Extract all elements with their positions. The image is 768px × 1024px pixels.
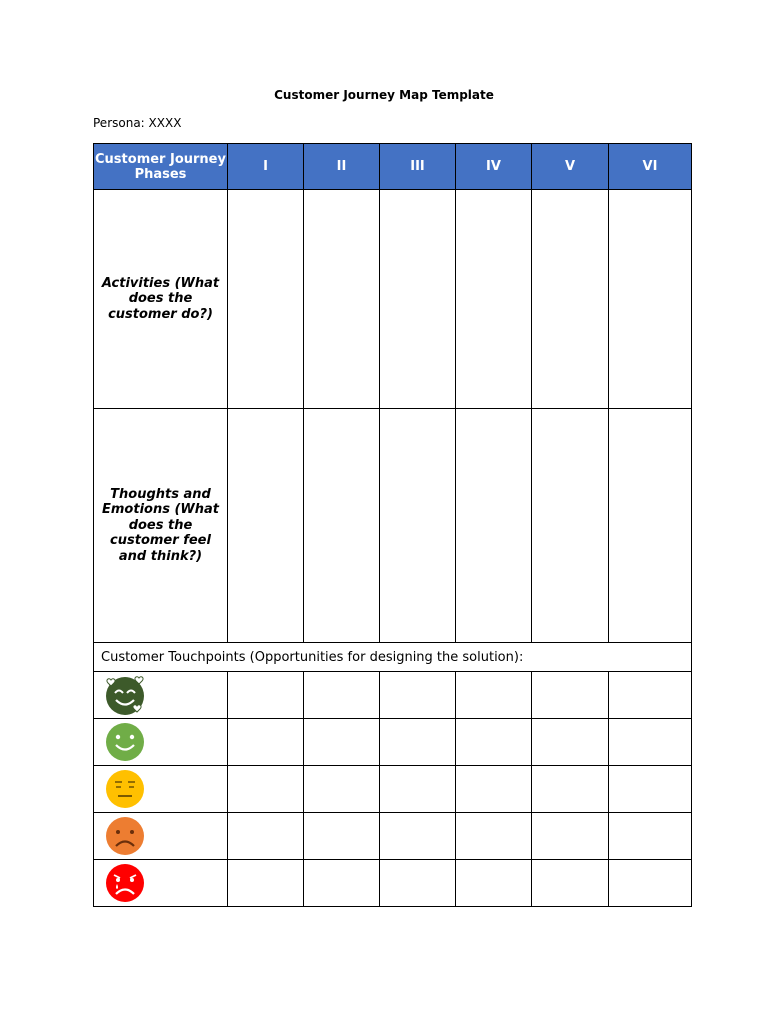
happy-face-cell <box>94 719 228 766</box>
journey-map-table <box>93 143 692 907</box>
phase-header-2: II <box>304 144 380 190</box>
love-face-icon <box>104 674 146 716</box>
persona-label: Persona: XXXX <box>93 116 182 130</box>
document-title: Customer Journey Map Template <box>274 88 494 102</box>
emotion-cell[interactable] <box>304 766 380 813</box>
thoughts-cell[interactable] <box>532 409 609 643</box>
happy-face-icon <box>104 721 146 763</box>
thoughts-label: Thoughts and Emotions (What does the customer feel and think?) <box>94 409 228 643</box>
emotion-row-crying <box>94 860 692 907</box>
neutral-face-icon <box>104 768 146 810</box>
emotion-cell[interactable] <box>532 719 609 766</box>
activities-cell[interactable] <box>456 190 532 409</box>
emotion-cell[interactable] <box>380 813 456 860</box>
emotion-cell[interactable] <box>532 766 609 813</box>
emotion-cell[interactable] <box>456 860 532 907</box>
emotion-cell[interactable] <box>456 813 532 860</box>
emotion-cell[interactable] <box>228 766 304 813</box>
activities-cell[interactable] <box>380 190 456 409</box>
emotion-cell[interactable] <box>532 860 609 907</box>
thoughts-row <box>94 409 692 643</box>
touchpoints-row <box>94 643 692 672</box>
phases-header: Customer Journey Phases <box>94 144 228 190</box>
emotion-cell[interactable] <box>228 672 304 719</box>
touchpoints-label: Customer Touchpoints (Opportunities for designing the solution): <box>94 643 692 672</box>
emotion-cell[interactable] <box>609 860 692 907</box>
emotion-cell[interactable] <box>380 860 456 907</box>
love-face-cell <box>94 672 228 719</box>
thoughts-cell[interactable] <box>456 409 532 643</box>
header-row <box>94 144 692 190</box>
activities-cell[interactable] <box>609 190 692 409</box>
emotion-row-happy <box>94 719 692 766</box>
thoughts-cell[interactable] <box>228 409 304 643</box>
phase-header-6: VI <box>609 144 692 190</box>
emotion-row-love <box>94 672 692 719</box>
phase-header-4: IV <box>456 144 532 190</box>
emotion-cell[interactable] <box>609 813 692 860</box>
emotion-cell[interactable] <box>456 719 532 766</box>
emotion-row-sad <box>94 813 692 860</box>
thoughts-cell[interactable] <box>380 409 456 643</box>
activities-label: Activities (What does the customer do?) <box>94 190 228 409</box>
emotion-cell[interactable] <box>380 672 456 719</box>
emotion-row-neutral <box>94 766 692 813</box>
emotion-cell[interactable] <box>304 672 380 719</box>
crying-face-cell <box>94 860 228 907</box>
crying-face-icon <box>104 862 146 904</box>
emotion-cell[interactable] <box>456 766 532 813</box>
emotion-cell[interactable] <box>304 813 380 860</box>
emotion-cell[interactable] <box>609 719 692 766</box>
thoughts-cell[interactable] <box>304 409 380 643</box>
activities-cell[interactable] <box>532 190 609 409</box>
emotion-cell[interactable] <box>532 672 609 719</box>
activities-cell[interactable] <box>228 190 304 409</box>
phase-header-5: V <box>532 144 609 190</box>
emotion-cell[interactable] <box>532 813 609 860</box>
emotion-cell[interactable] <box>228 860 304 907</box>
thoughts-cell[interactable] <box>609 409 692 643</box>
activities-row <box>94 190 692 409</box>
emotion-cell[interactable] <box>304 719 380 766</box>
phase-header-1: I <box>228 144 304 190</box>
phase-header-3: III <box>380 144 456 190</box>
emotion-cell[interactable] <box>456 672 532 719</box>
emotion-cell[interactable] <box>380 719 456 766</box>
emotion-cell[interactable] <box>380 766 456 813</box>
neutral-face-cell <box>94 766 228 813</box>
emotion-cell[interactable] <box>228 719 304 766</box>
activities-cell[interactable] <box>304 190 380 409</box>
emotion-cell[interactable] <box>609 672 692 719</box>
sad-face-icon <box>104 815 146 857</box>
sad-face-cell <box>94 813 228 860</box>
emotion-cell[interactable] <box>304 860 380 907</box>
emotion-cell[interactable] <box>609 766 692 813</box>
emotion-cell[interactable] <box>228 813 304 860</box>
